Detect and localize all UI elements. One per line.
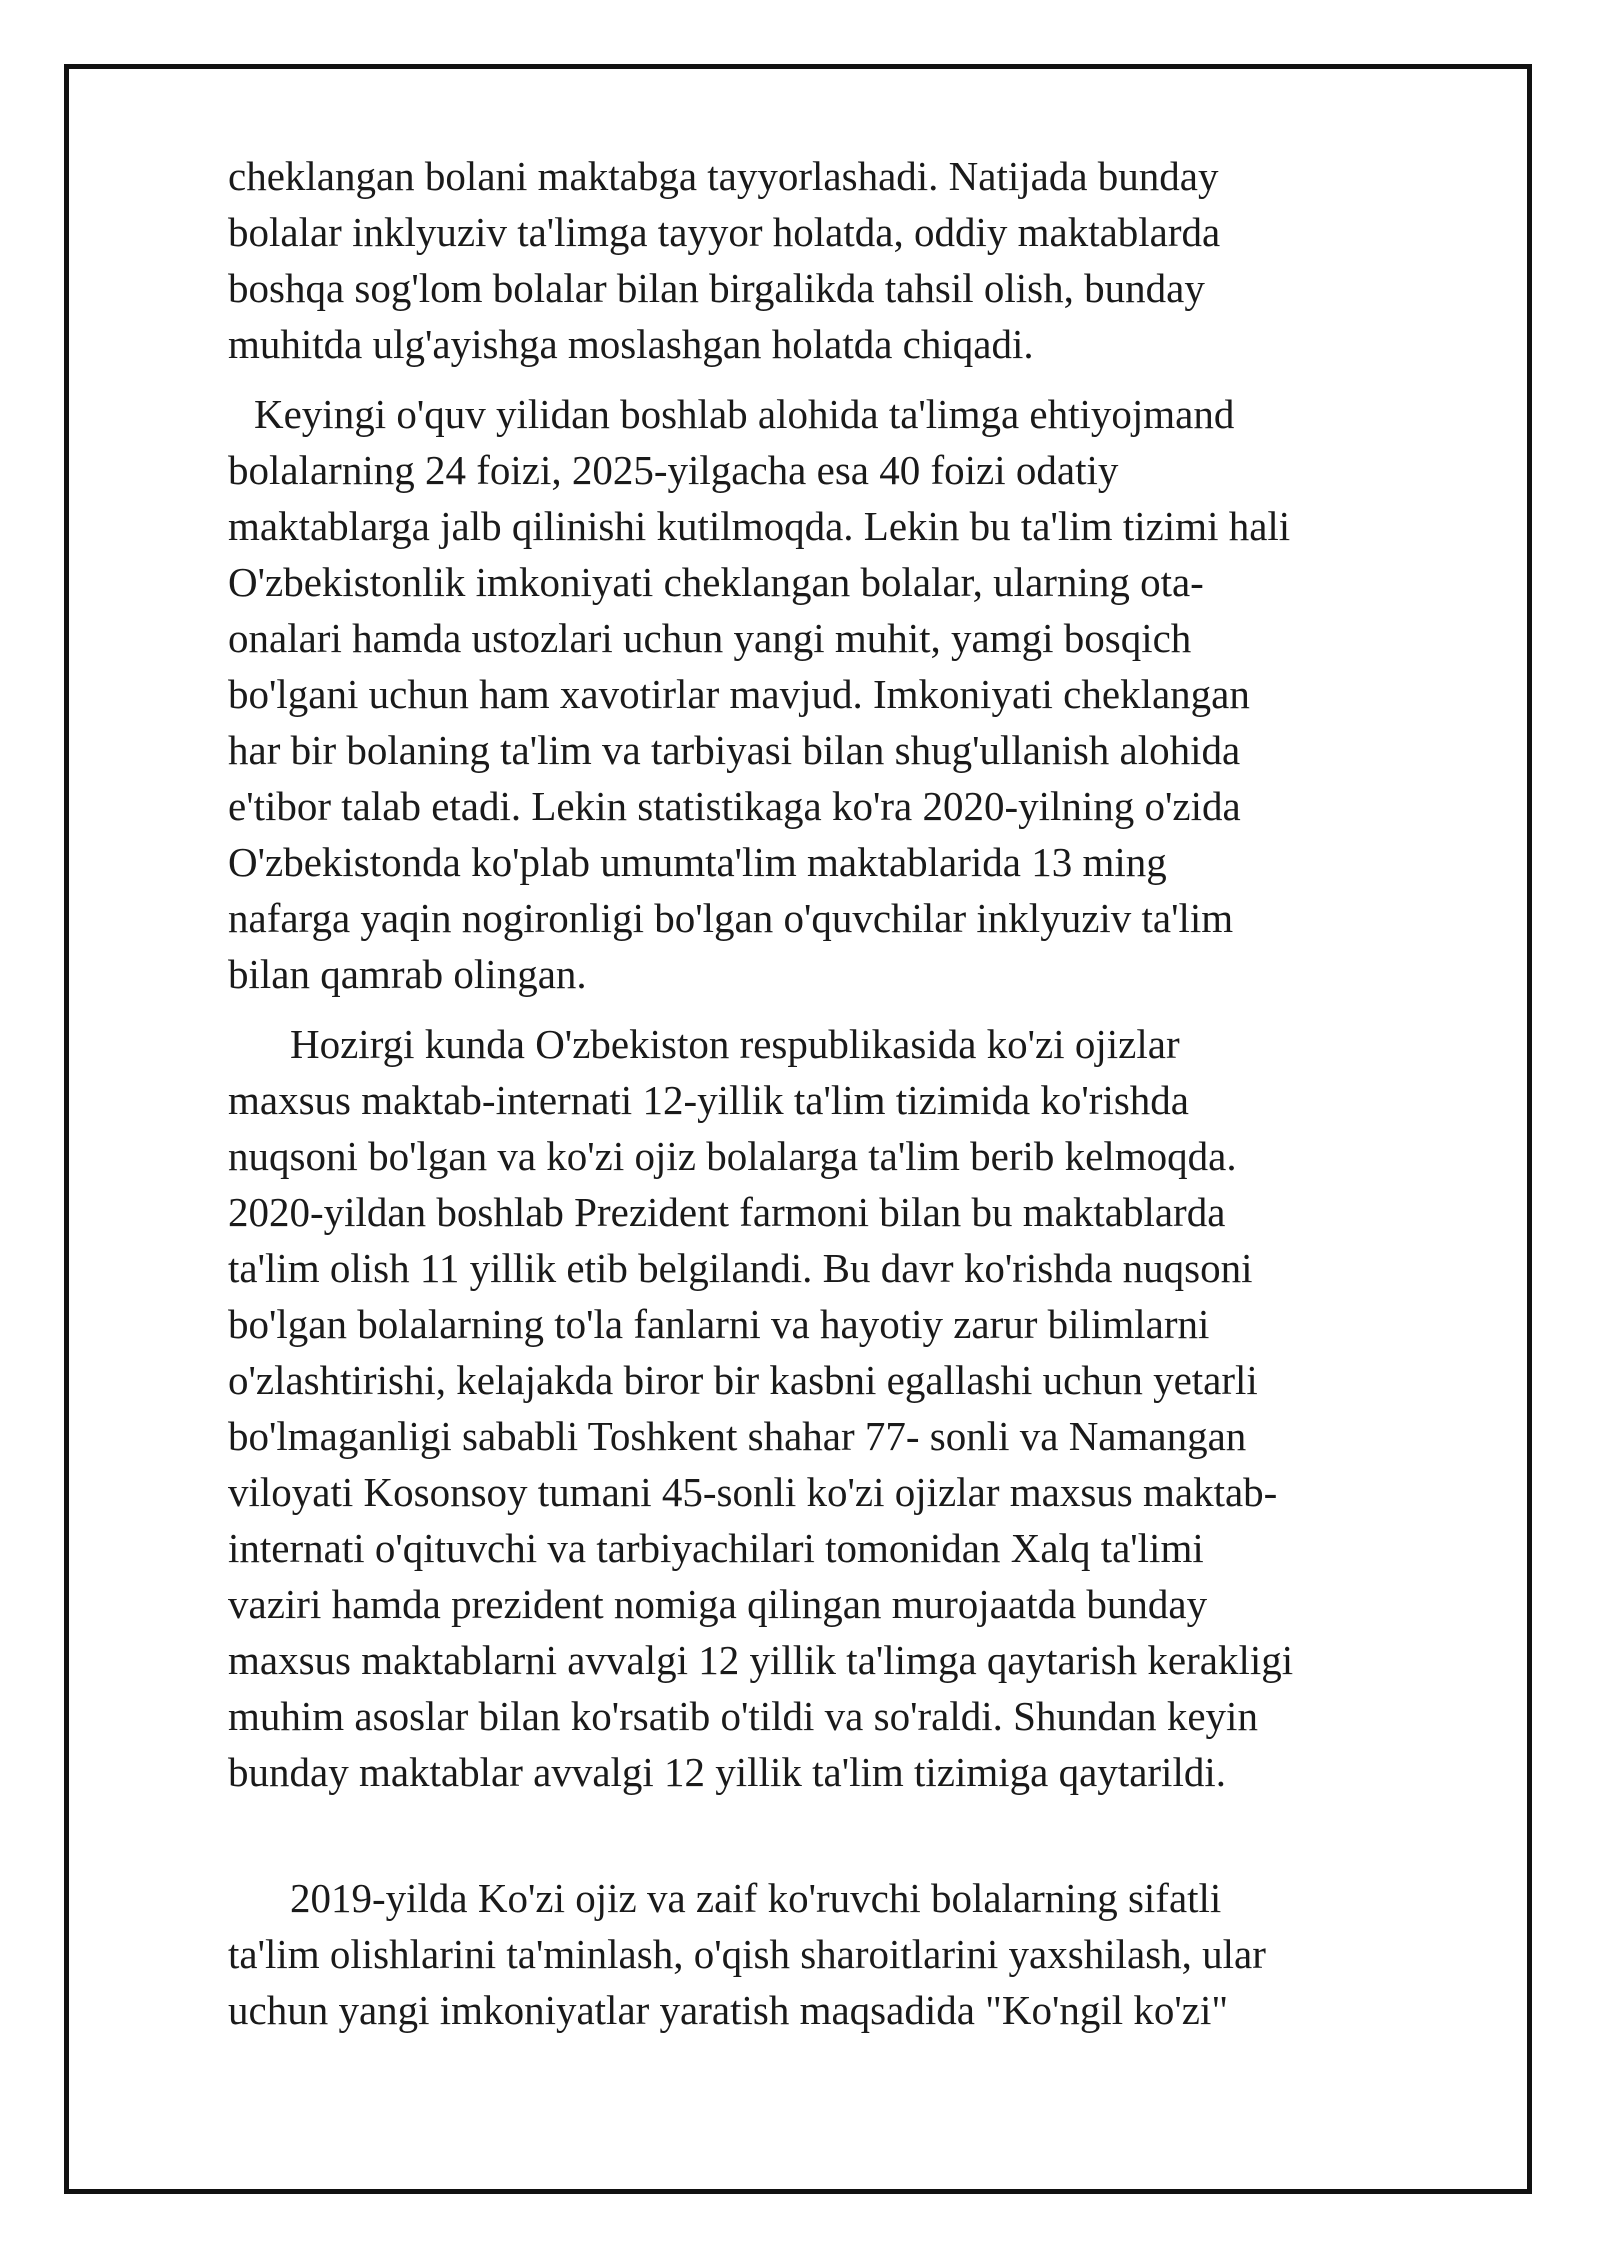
text-line: bolalarning 24 foizi, 2025-yilgacha esa 40 foizi odatiy bbox=[228, 447, 1119, 493]
text-line: muhitda ulg'ayishga moslashgan holatda chiqadi. bbox=[228, 321, 1034, 367]
text-line: uchun yangi imkoniyatlar yaratish maqsadida "Ko'ngil ko'zi" bbox=[228, 1987, 1229, 2033]
text-line: bilan qamrab olingan. bbox=[228, 951, 587, 997]
text-line: boshqa sog'lom bolalar bilan birgalikda tahsil olish, bunday bbox=[228, 265, 1205, 311]
text-line: ta'lim olish 11 yillik etib belgilandi. Bu davr ko'rishda nuqsoni bbox=[228, 1245, 1253, 1291]
text-line: maktablarga jalb qilinishi kutilmoqda. Lekin bu ta'lim tizimi hali bbox=[228, 503, 1291, 549]
text-line: O'zbekistonda ko'plab umumta'lim maktablarida 13 ming bbox=[228, 839, 1167, 885]
paragraph-2 bbox=[228, 386, 1490, 1002]
text-line: vaziri hamda prezident nomiga qilingan murojaatda bunday bbox=[228, 1581, 1208, 1627]
text-line: Keyingi o'quv yilidan boshlab alohida ta'limga ehtiyojmand bbox=[254, 391, 1235, 437]
text-line: nafarga yaqin nogironligi bo'lgan o'quvchilar inklyuziv ta'lim bbox=[228, 895, 1234, 941]
text-line: ta'lim olishlarini ta'minlash, o'qish sharoitlarini yaxshilash, ular bbox=[228, 1931, 1266, 1977]
text-line: onalari hamda ustozlari uchun yangi muhit, yamgi bosqich bbox=[228, 615, 1192, 661]
text-line: bo'lgan bolalarning to'la fanlarni va hayotiy zarur bilimlarni bbox=[228, 1301, 1210, 1347]
text-line: bo'lgani uchun ham xavotirlar mavjud. Imkoniyati cheklangan bbox=[228, 671, 1250, 717]
text-line: maxsus maktab-internati 12-yillik ta'lim tizimida ko'rishda bbox=[228, 1077, 1189, 1123]
text-line: bunday maktablar avvalgi 12 yillik ta'lim tizimiga qaytarildi. bbox=[228, 1749, 1226, 1795]
text-line: nuqsoni bo'lgan va ko'zi ojiz bolalarga ta'lim berib kelmoqda. bbox=[228, 1133, 1237, 1179]
text-line: internati o'qituvchi va tarbiyachilari tomonidan Xalq ta'limi bbox=[228, 1525, 1204, 1571]
text-line: O'zbekistonlik imkoniyati cheklangan bolalar, ularning ota- bbox=[228, 559, 1204, 605]
text-line: e'tibor talab etadi. Lekin statistikaga ko'ra 2020-yilning o'zida bbox=[228, 783, 1241, 829]
text-line: viloyati Kosonsoy tumani 45-sonli ko'zi ojizlar maxsus maktab- bbox=[228, 1469, 1278, 1515]
text-line: muhim asoslar bilan ko'rsatib o'tildi va so'raldi. Shundan keyin bbox=[228, 1693, 1258, 1739]
text-line: bolalar inklyuziv ta'limga tayyor holatda, oddiy maktablarda bbox=[228, 209, 1221, 255]
text-line: cheklangan bolani maktabga tayyorlashadi. Natijada bunday bbox=[228, 153, 1219, 199]
text-line: Hozirgi kunda O'zbekiston respublikasida ko'zi ojizlar bbox=[290, 1021, 1180, 1067]
text-line: bo'lmaganligi sababli Toshkent shahar 77- sonli va Namangan bbox=[228, 1413, 1247, 1459]
document-body bbox=[228, 148, 1490, 2038]
paragraph-3 bbox=[228, 1016, 1490, 1800]
text-line: 2019-yilda Ko'zi ojiz va zaif ko'ruvchi bolalarning sifatli bbox=[290, 1875, 1222, 1921]
text-line: har bir bolaning ta'lim va tarbiyasi bilan shug'ullanish alohida bbox=[228, 727, 1241, 773]
paragraph-4 bbox=[228, 1870, 1490, 2038]
paragraph-1 bbox=[228, 148, 1490, 372]
text-line: maxsus maktablarni avvalgi 12 yillik ta'limga qaytarish kerakligi bbox=[228, 1637, 1294, 1683]
text-line: o'zlashtirishi, kelajakda biror bir kasbni egallashi uchun yetarli bbox=[228, 1357, 1258, 1403]
text-line: 2020-yildan boshlab Prezident farmoni bilan bu maktablarda bbox=[228, 1189, 1226, 1235]
